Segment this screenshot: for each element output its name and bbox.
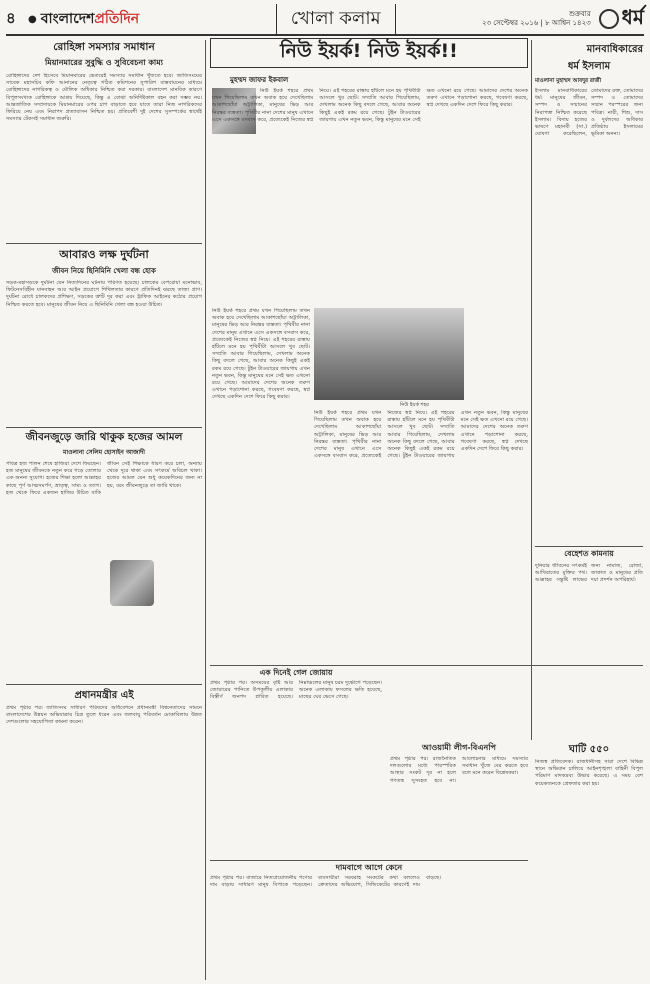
dam-article bbox=[210, 862, 528, 978]
accidents-title: আবারও লক্ষ দুর্ঘটনা bbox=[59, 248, 149, 261]
newyork-author: মুহম্মদ জাফর ইকবাল bbox=[230, 76, 289, 84]
pm-title: প্রধানমন্ত্রীর এই bbox=[74, 690, 134, 701]
awami-body: প্রথম পৃষ্ঠার পর। রাজনৈতিক দলগুলোর মধ্যে পারস্পরিক আস্থার সংকট দূর না হলে গণতন্ত্র সুসংহত হবে না। আলোচনার মাধ্যমে সমস্যার সমাধান খুঁজে বের করতে হবে বলে মনে করেন বিশ্লেষকরা। bbox=[390, 756, 528, 784]
human-rights-article bbox=[535, 42, 643, 542]
tithi-title: ঘাটি ৫৫০ bbox=[568, 744, 610, 755]
rohingya-editorial bbox=[6, 40, 202, 240]
awami-title: আওয়ামী লীগ-বিএনপি bbox=[422, 743, 496, 752]
hajj-body: পবিত্র হজ পালন শেষে হাজিরা দেশে ফিরছেন। হজ মানুষের জীবনকে নতুন করে গড়ে তোলার এক অনন্য সুযোগ। হজের শিক্ষা হলো আল্লাহর কাছে পূর্ণ আত্মসমর্পণ, ভ্রাতৃত্ব, সাম্য ও ত্যাগ। হজ থেকে ফিরে একজন হাজির উচিত বাকি জীবন সেই শিক্ষাকে ধারণ করে চলা, অন্যায় থেকে দূরে থাকা এবং সৎকর্মে অবিচল থাকা। হজের আমল যেন শুধু কয়েকদিনের জন্য না হয়, বরং জীবনজুড়ে তা জারি থাকে। bbox=[6, 461, 202, 496]
ekdin-article bbox=[210, 668, 382, 768]
rohingya-subtitle: মিয়ানমারের সুবুদ্ধি ও সুবিবেচনা কাম্য bbox=[44, 58, 164, 67]
tithi-body: নিজস্ব প্রতিবেদক। রাজধানীসহ সারা দেশে বিভিন্ন স্থানে অভিযান চালিয়ে আইনশৃঙ্খলা বাহিনী বিপুল পরিমাণ মাদকদ্রব্য উদ্ধার করেছে। এ সময় বেশ কয়েকজনকে গ্রেফতার করা হয়। bbox=[535, 759, 643, 787]
hajj-article bbox=[6, 430, 202, 680]
newyork-body-top: নিউ ইয়র্ক শহরে প্রথম যখন গিয়েছিলাম তখন অবাক হয়ে দেখেছিলাম আকাশছোঁয়া অট্টালিকা, মানুষের ভিড় আর নিরন্তর ব্যস্ততা। পৃথিবীর নানা দেশের মানুষ এখানে এসে একসঙ্গে বসবাস করে, প্রত্যেকেই নিজের স্বপ্ন নিয়ে। এই শহরের রাস্তায় হাঁটলে মনে হয় পৃথিবীটা আসলে খুব ছোট। সম্প্রতি আবার গিয়েছিলাম, দেখলাম অনেক কিছু বদলে গেছে, আবার অনেক কিছুই একই রকম রয়ে গেছে। টুইন টাওয়ারের জায়গায় এখন নতুন ভবন, কিন্তু মানুষের মনে সেই ক্ষত এখনো রয়ে গেছে। আমাদের দেশের অনেক তরুণ এখানে পড়াশোনা করছে, গবেষণা করছে, স্বপ্ন দেখছে একদিন দেশে ফিরে কিছু করার। bbox=[212, 88, 528, 123]
bullet-icon: ● bbox=[28, 13, 37, 25]
newyork-body-left: নিউ ইয়র্ক শহরে প্রথম যখন গিয়েছিলাম তখন অবাক হয়ে দেখেছিলাম আকাশছোঁয়া অট্টালিকা, মানুষের ভিড় আর নিরন্তর ব্যস্ততা। পৃথিবীর নানা দেশের মানুষ এখানে এসে একসঙ্গে বসবাস করে, প্রত্যেকেই নিজের স্বপ্ন নিয়ে। এই শহরের রাস্তায় হাঁটলে মনে হয় পৃথিবীটা আসলে খুব ছোট। সম্প্রতি আবার গিয়েছিলাম, দেখলাম অনেক কিছু বদলে গেছে, আবার অনেক কিছুই একই রকম রয়ে গেছে। টুইন টাওয়ারের জায়গায় এখন নতুন ভবন, কিন্তু মানুষের মনে সেই ক্ষত এখনো রয়ে গেছে। আমাদের দেশের অনেক তরুণ এখানে পড়াশোনা করছে, গবেষণা করছে, স্বপ্ন দেখছে একদিন দেশে ফিরে কিছু করার। bbox=[212, 308, 310, 401]
behesht-body: দুনিয়ার জীবনের সৎকর্মই আখিরাতের মুক্তির পথ। আল্লাহর সন্তুষ্টি লাভের জন্য নামাজ, রোজা, জাকাত ও মানুষের প্রতি দয়া প্রদর্শন অপরিহার্য। bbox=[535, 563, 643, 584]
newyork-title-box bbox=[210, 38, 528, 68]
dam-body: প্রথম পৃষ্ঠার পর। বাজারে নিত্যপ্রয়োজনীয় পণ্যের দাম বাড়ায় সাধারণ মানুষ বিপাকে পড়েছেন। ব্যবসায়ীরা সরবরাহ সংকটের কথা বললেও ক্রেতাদের অভিযোগ, সিন্ডিকেটের কারণেই দাম বাড়ছে। bbox=[210, 875, 442, 889]
newyork-body-bottom: নিউ ইয়র্ক শহরে প্রথম যখন গিয়েছিলাম তখন অবাক হয়ে দেখেছিলাম আকাশছোঁয়া অট্টালিকা, মানুষের ভিড় আর নিরন্তর ব্যস্ততা। পৃথিবীর নানা দেশের মানুষ এখানে এসে একসঙ্গে বসবাস করে, প্রত্যেকেই নিজের স্বপ্ন নিয়ে। এই শহরের রাস্তায় হাঁটলে মনে হয় পৃথিবীটা আসলে খুব ছোট। সম্প্রতি আবার গিয়েছিলাম, দেখলাম অনেক কিছু বদলে গেছে, আবার অনেক কিছুই একই রকম রয়ে গেছে। টুইন টাওয়ারের জায়গায় এখন নতুন ভবন, কিন্তু মানুষের মনে সেই ক্ষত এখনো রয়ে গেছে। আমাদের দেশের অনেক তরুণ এখানে পড়াশোনা করছে, গবেষণা করছে, স্বপ্ন দেখছে একদিন দেশে ফিরে কিছু করার। bbox=[314, 410, 528, 460]
section-title: খোলা কলাম bbox=[276, 4, 396, 35]
rohingya-title: রোহিঙ্গা সমস্যার সমাধান bbox=[53, 41, 155, 53]
paper-name: বাংলাদেশপ্রতিদিন bbox=[40, 11, 140, 27]
human-rights-title2: ধর্ম ইসলাম bbox=[567, 61, 611, 72]
human-rights-title: মানবাধিকারের bbox=[586, 44, 643, 55]
newyork-photo bbox=[314, 308, 464, 400]
human-rights-author: মাওলানা মুহাম্মদ আবদুর রাজী bbox=[535, 78, 602, 84]
pm-body: প্রথম পৃষ্ঠার পর। জাতিসংঘ সাধারণ পরিষদের অধিবেশনে প্রধানমন্ত্রী বিশ্বনেতাদের সামনে বাংলাদেশের উন্নয়ন অভিযাত্রার চিত্র তুলে ধরেন এবং জলবায়ু পরিবর্তন মোকাবিলায় উন্নত দেশগুলোর সহযোগিতা কামনা করেন। bbox=[6, 705, 202, 726]
ekdin-title: এক দিনেই গেল জোয়ায় bbox=[259, 668, 333, 677]
hajj-title: জীবনজুড়ে জারি থাকুক হজের আমল bbox=[25, 431, 183, 443]
behesht-title: বেহেশত কামনায় bbox=[564, 549, 614, 558]
accidents-body: সড়ক-মহাসড়কে দুর্ঘটনা যেন নিত্যদিনের ঘটনায় পরিণত হয়েছে। চালকের বেপরোয়া মনোভাব, ফিটনেসবিহীন যানবাহন আর আইন প্রয়োগে শিথিলতার কারণে প্রতিদিনই ঝরছে তাজা প্রাণ। দুর্ঘটনা রোধে চালকদের প্রশিক্ষণ, সড়কের ত্রুটি দূর করা এবং ট্রাফিক আইনের কঠোর প্রয়োগ নিশ্চিত করতে হবে। মানুষের জীবন নিয়ে এ ছিনিমিনি খেলা বন্ধ হওয়া উচিত। bbox=[6, 280, 202, 308]
human-rights-body: ইসলাম মানবাধিকারের ধর্ম। মানুষের জীবন, সম্পদ ও সম্মানের নিরাপত্তা নিশ্চিত করেছে ইসলাম। বিদায় হজের ভাষণে মহানবী (সা.) ঘোষণা করেছিলেন, তোমাদের রক্ত, তোমাদের সম্পদ ও তোমাদের সম্মান পরস্পরের জন্য পবিত্র। নারী, শিশু, দাস ও দুর্বলদের অধিকার প্রতিষ্ঠায় ইসলামের ভূমিকা অনন্য। bbox=[535, 88, 643, 138]
dharma-section: ধর্ম bbox=[599, 3, 644, 36]
masthead bbox=[6, 4, 644, 36]
newyork-title: নিউ ইয়র্ক! নিউ ইয়র্ক!! bbox=[280, 40, 458, 62]
dam-title: দামবাগে আগে কেনে bbox=[335, 863, 403, 872]
accidents-editorial bbox=[6, 246, 202, 424]
section-logo-icon bbox=[599, 9, 619, 29]
ekdin-body: প্রথম পৃষ্ঠার পর। অসময়ের বৃষ্টি আর জোয়ারের পানিতে উপকূলীয় এলাকার বিস্তীর্ণ জনপদ প্লাবিত হয়েছে। নিম্নাঞ্চলের মানুষ চরম দুর্ভোগে পড়েছেন। অনেক এলাকায় ফসলের ক্ষতি হয়েছে, মাছের ঘের ভেসে গেছে। bbox=[210, 680, 382, 701]
rohingya-body: রোহিঙ্গাদের দেশ হিসেবে মিয়ানমারের ভেতরেই সমস্যার সমাধান খুঁজতে হবে। জাতিসংঘের সাবেক মহাসচিব কফি আনানের নেতৃত্বে গঠিত কমিশনের সুপারিশ বাস্তবায়নের মাধ্যমে রোহিঙ্গাদের নাগরিকত্ব ও মৌলিক অধিকার নিশ্চিত করা দরকার। বাংলাদেশ মানবিক কারণে বিপুলসংখ্যক রোহিঙ্গাকে আশ্রয় দিয়েছে, কিন্তু এ বোঝা অনির্দিষ্টকাল বহন করা সম্ভব নয়। আন্তর্জাতিক সম্প্রদায়কে মিয়ানমারের ওপর চাপ বাড়াতে হবে যাতে তারা নিজ নাগরিকদের ফিরিয়ে নেয় এবং নিরাপদ প্রত্যাবাসন নিশ্চিত হয়। প্রতিবেশী দুই দেশের সুসম্পর্কের স্বার্থেই সমস্যার টেকসই সমাধান জরুরি। bbox=[6, 73, 202, 123]
hajj-author: মাওলানা সেলিম হোসাইন আজাদী bbox=[63, 449, 145, 456]
date-block: শুক্রবার ২৩ সেপ্টেম্বর ২০১৬ | ৮ আশ্বিন ১৪২৩ bbox=[481, 10, 591, 27]
tithi-article bbox=[535, 742, 643, 978]
pm-article bbox=[6, 688, 202, 978]
page-number: ৪ bbox=[6, 8, 16, 27]
behesht-box bbox=[535, 546, 643, 737]
newyork-photo-caption: নিউ ইয়র্ক শহর bbox=[400, 402, 429, 408]
accidents-subtitle: জীবন নিয়ে ছিনিমিনি খেলা বন্ধ হোক bbox=[52, 267, 156, 275]
hajj-photo bbox=[110, 560, 154, 606]
